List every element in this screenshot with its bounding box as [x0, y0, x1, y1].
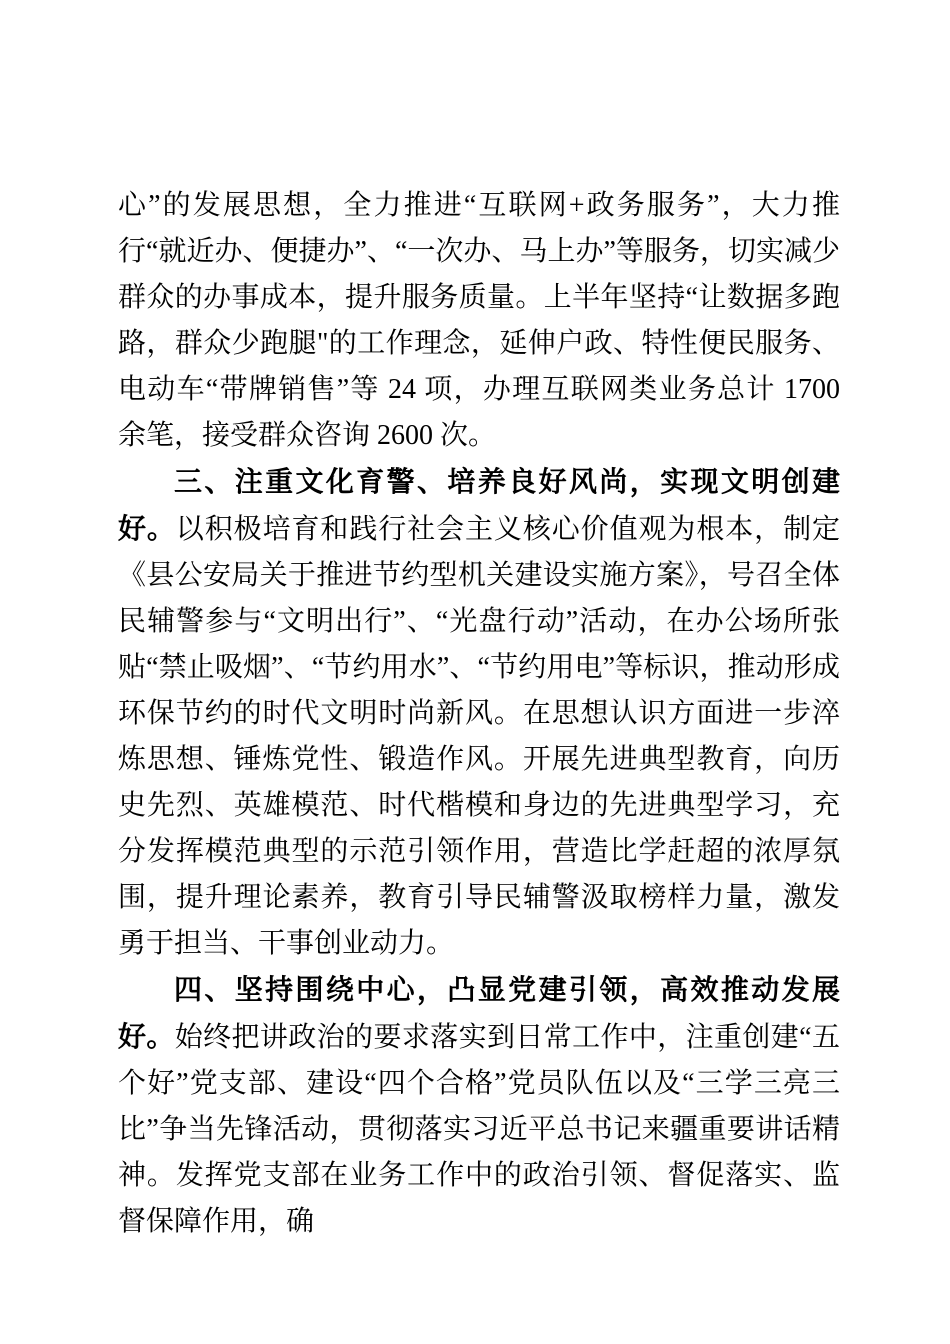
document-text-area: [118, 183, 840, 1245]
body-text: 始终把讲政治的要求落实到日常工作中，注重创建“五个好”党支部、建设“四个合格”党员队伍以及“三学三亮三比”争当先锋活动，贯彻落实习近平总书记来疆重要讲话精神。发挥党支部在业务工作中的政治引领、督促落实、监督保障作用，确: [118, 1022, 840, 1237]
paragraph-continuation: [118, 183, 840, 459]
body-text: 心”的发展思想，全力推进“互联网+政务服务”，大力推行“就近办、便捷办”、“一次办、马上办”等服务，切实减少群众的办事成本，提升服务质量。上半年坚持“让数据多跑路，群众少跑腿"的工作理念，延伸户政、特性便民服务、电动车“带牌销售”等 24 项，办理互联网类业务总计 1700 余笔，接受群众咨询 2600 次。: [118, 190, 840, 451]
section-heading-text: 三、注重文化育警、培养良好风尚，实现文明创建好。: [118, 466, 840, 544]
paragraph-section-three: [118, 459, 840, 967]
body-text: 以积极培育和践行社会主义核心价值观为根本，制定《县公安局关于推进节约型机关建设实施方案》，号召全体民辅警参与“文明出行”、“光盘行动”活动，在办公场所张贴“禁止吸烟”、“节约用水”、“节约用电”等标识，推动形成环保节约的时代文明时尚新风。在思想认识方面进一步淬炼思想、锤炼党性、锻造作风。开展先进典型教育，向历史先烈、英雄模范、时代楷模和身边的先进典型学习，充分发挥模范典型的示范引领作用，营造比学赶超的浓厚氛围，提升理论素养，教育引导民辅警汲取榜样力量，激发勇于担当、干事创业动力。: [118, 514, 840, 959]
paragraph-section-four: [118, 967, 840, 1245]
section-heading-text: 四、坚持围绕中心，凸显党建引领，高效推动发展好。: [118, 974, 840, 1052]
